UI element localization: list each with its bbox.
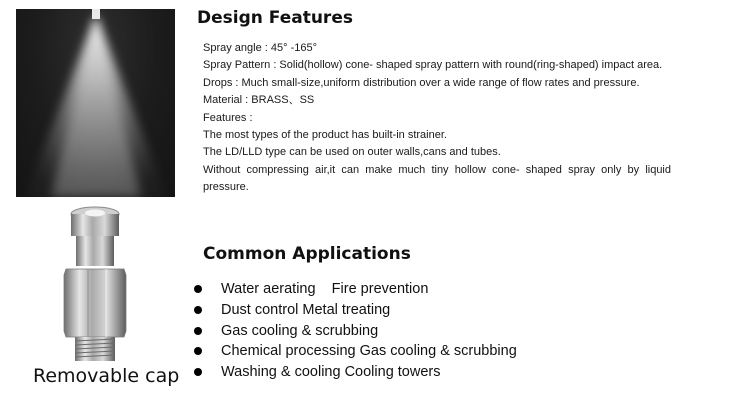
bullet-icon [194, 347, 202, 355]
application-label: Water aerating Fire prevention [221, 281, 429, 297]
list-item [193, 279, 517, 300]
application-label: Gas cooling & scrubbing [221, 322, 379, 339]
feature-line: The most types of the product has built-in strainer. [203, 129, 447, 142]
spray-pattern-photo [16, 9, 175, 197]
bullet-icon [194, 306, 202, 314]
common-applications-heading: Common Applications [203, 244, 411, 264]
bullet-icon [194, 327, 202, 335]
spray-pattern-line: Spray Pattern : Solid(hollow) cone- shaped spray pattern with round(ring-shaped) impact area. [203, 59, 663, 72]
application-label: Washing & cooling Cooling towers [221, 364, 441, 381]
spray-angle-line: Spray angle : 45° -165° [203, 42, 317, 54]
material-line: Material : BRASS、SS [203, 94, 315, 107]
list-item [193, 300, 517, 321]
design-features-heading: Design Features [197, 8, 353, 28]
design-features-text [203, 40, 671, 197]
bullet-icon [194, 285, 202, 293]
application-label: Chemical processing Gas cooling & scrubbing [221, 343, 517, 360]
drops-line: Drops : Much small-size,uniform distribution over a wide range of flow rates and pressure. [203, 76, 640, 89]
list-item [193, 341, 517, 362]
feature-line: The LD/LLD type can be used on outer walls,cans and tubes. [203, 146, 501, 159]
product-caption: Removable cap [33, 365, 180, 387]
bullet-icon [194, 368, 202, 376]
features-label: Features : [203, 111, 253, 124]
application-label: Dust control Metal treating [221, 301, 391, 318]
applications-list [193, 279, 517, 383]
list-item [193, 321, 517, 342]
list-item [193, 362, 517, 383]
feature-line: Without compressing air,it can make much tiny hollow cone- shaped spray only by liquid pressure. [203, 163, 671, 194]
nozzle-product-image [40, 205, 150, 365]
